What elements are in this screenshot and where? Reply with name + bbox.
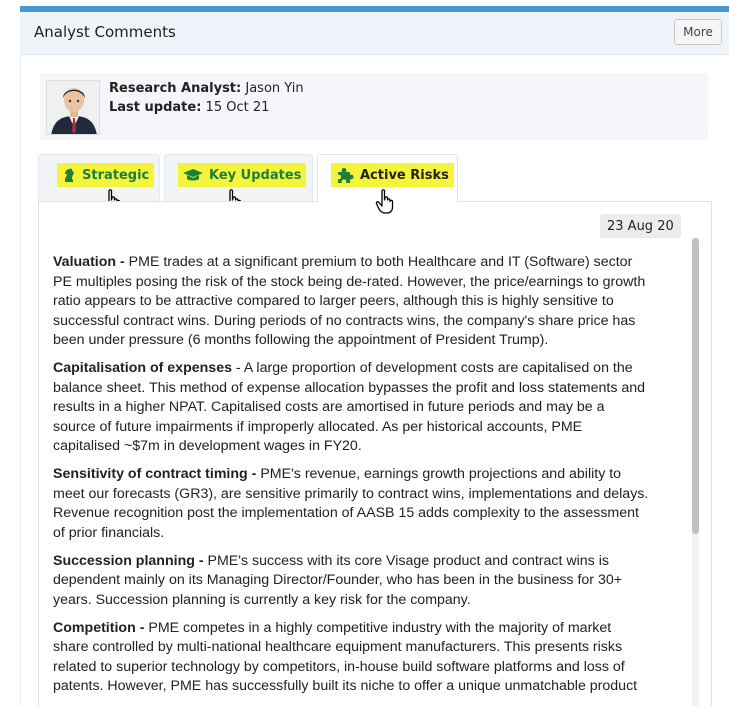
more-button[interactable]: More bbox=[674, 19, 722, 45]
panel-title: Analyst Comments bbox=[34, 23, 176, 41]
scrollbar-thumb[interactable] bbox=[692, 238, 699, 534]
tab-key-updates[interactable] bbox=[164, 154, 313, 201]
panel-header bbox=[20, 12, 729, 55]
risk-item-valuation: Valuation - PME trades at a significant premium to both Healthcare and IT (Software) sector PE multiples posing the risk of the stock being de-rated. However, the price/earnings to growth ratio appears to be attractive compared to larger peers, although this is highly sensitive to successful contract wins. During periods of no contracts wins, the company's share price has been under pressure (6 months following the appointment of President Trump). bbox=[53, 254, 646, 348]
analyst-role-label: Research Analyst: bbox=[109, 81, 242, 96]
analyst-info bbox=[40, 73, 708, 140]
risk-item-succession: Succession planning - PME's success with its core Visage product and contract wins is dependent mainly on its Managing Director/Founder, who has been in the business for 30+ years. Succession planning is currently a key risk for the company. bbox=[53, 552, 623, 608]
analyst-avatar bbox=[46, 80, 100, 135]
risk-list bbox=[53, 253, 649, 705]
tab-active-risks[interactable] bbox=[317, 154, 458, 202]
last-update-date: 15 Oct 21 bbox=[205, 100, 270, 115]
tab-content-panel bbox=[38, 201, 712, 706]
analyst-name: Jason Yin bbox=[245, 81, 304, 96]
tab-bar bbox=[38, 154, 712, 202]
last-update-label: Last update: bbox=[109, 100, 202, 115]
tab-active-risks-label: Active Risks bbox=[331, 163, 454, 187]
puzzle-icon bbox=[336, 166, 354, 184]
tab-strategic-label: Strategic bbox=[57, 163, 154, 187]
risk-item-contract-timing: Sensitivity of contract timing - PME's revenue, earnings growth projections and ability to meet our forecasts (GR3), are sensitive primarily to contract wins, implementations and delays. Revenue recognition post the implementation of AASB 15 adds complexity to the assessment of prior financials. bbox=[53, 466, 649, 541]
comment-date-badge: 23 Aug 20 bbox=[600, 214, 681, 238]
tab-key-updates-label: Key Updates bbox=[178, 163, 306, 187]
risk-item-capitalisation: Capitalisation of expenses - A large proportion of development costs are capitalised on the balance sheet. This method of expense allocation bypasses the profit and loss statements and results in a higher NPAT. Capitalised costs are amortised in future periods and may be a source of future impairments if improperly allocated. As per historical accounts, PME capitalised ~$7m in development wages in FY20. bbox=[53, 360, 646, 454]
graduation-cap-icon bbox=[183, 168, 203, 182]
chess-knight-icon bbox=[62, 167, 76, 183]
analyst-name-line bbox=[109, 81, 304, 96]
risk-item-competition: Competition - PME competes in a highly competitive industry with the majority of market share controlled by multi-national healthcare equipment manufacturers. This presents risks related to superior technology by competitors, in-house build software platforms and loss of patents. However, PME has successfully built its niche to offer a unique unmatchable product bbox=[53, 619, 638, 694]
tab-strategic[interactable] bbox=[38, 154, 160, 201]
analyst-update-line bbox=[109, 100, 269, 115]
pointer-hand-icon bbox=[375, 189, 397, 215]
